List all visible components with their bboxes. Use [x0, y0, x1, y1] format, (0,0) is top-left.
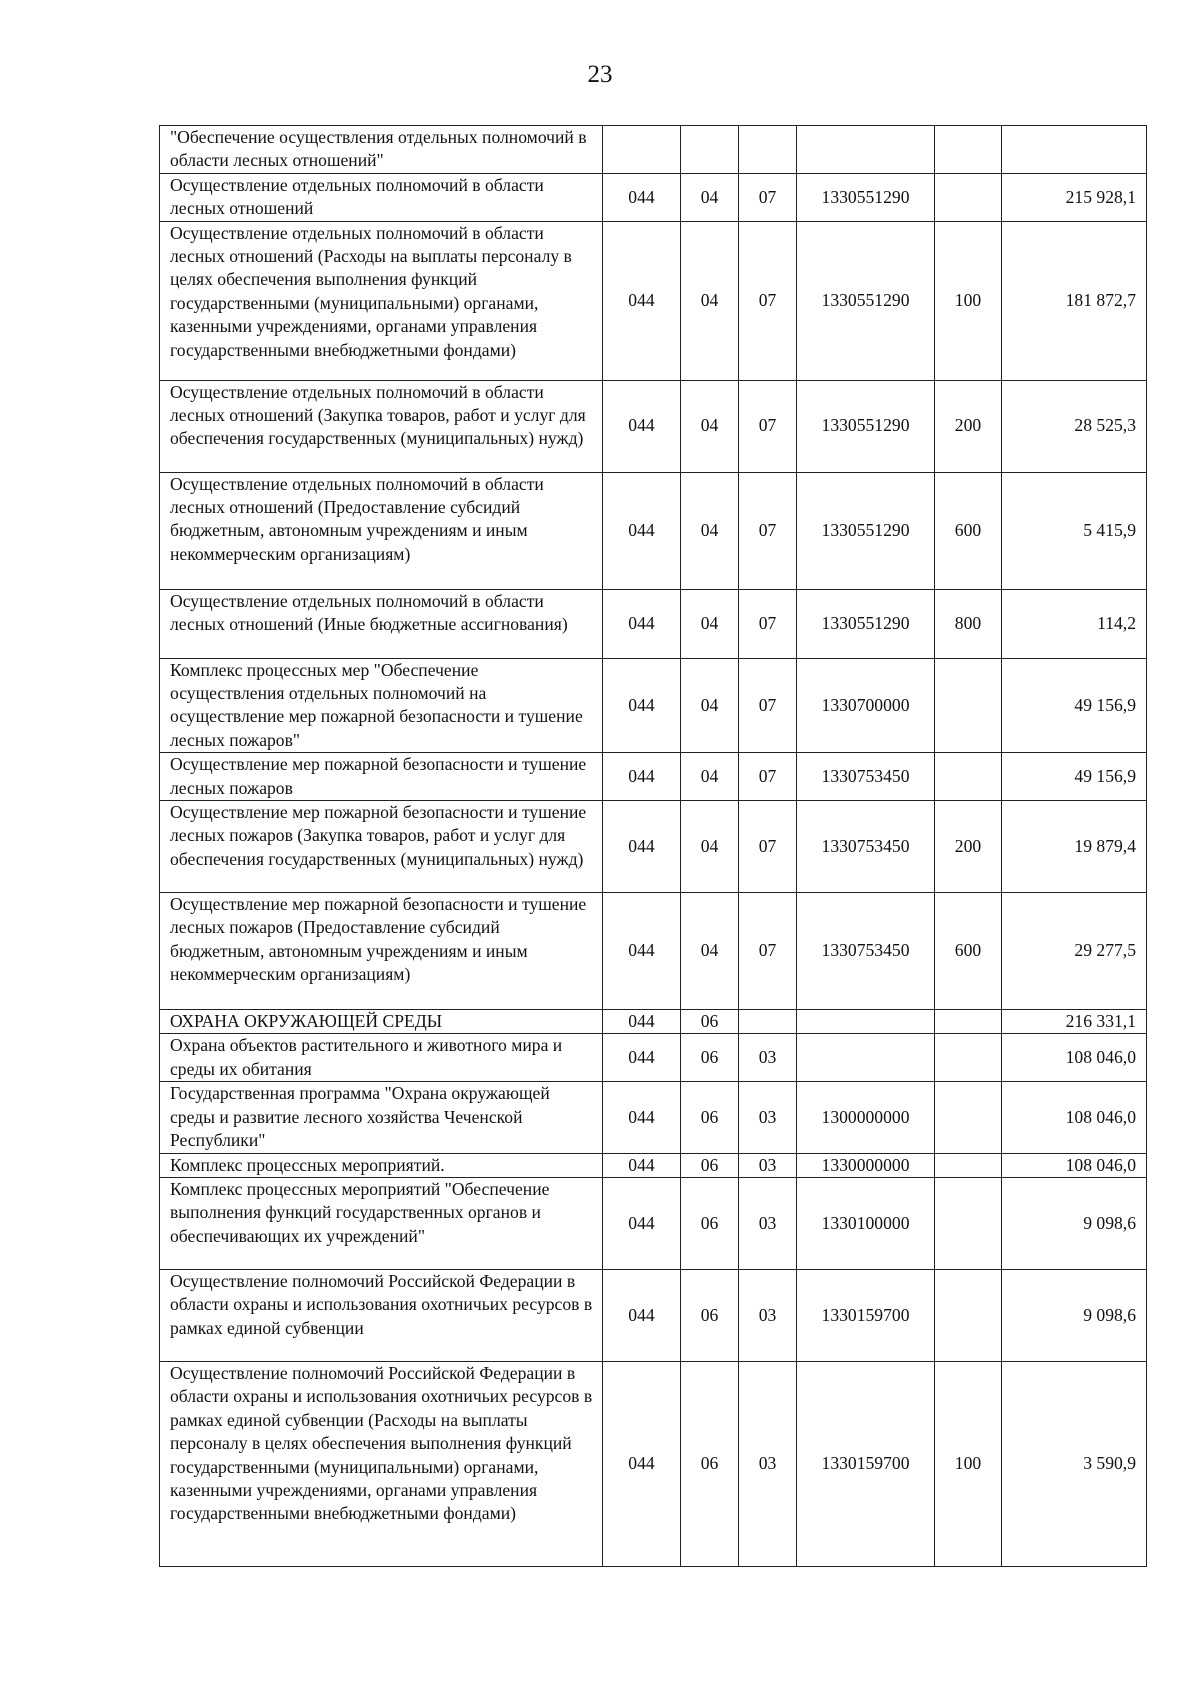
expense-type-cell: 600 — [935, 893, 1002, 1010]
section-code-cell: 04 — [681, 589, 739, 658]
table-row — [160, 658, 1147, 753]
amount-cell: 49 156,9 — [1002, 753, 1147, 801]
expense-type-cell: 800 — [935, 589, 1002, 658]
section-code-cell: 04 — [681, 472, 739, 589]
target-article-cell: 1330551290 — [797, 221, 935, 380]
section-code-cell: 04 — [681, 893, 739, 1010]
target-article-cell: 1330551290 — [797, 173, 935, 221]
row-name-cell: Осуществление отдельных полномочий в области лесных отношений (Иные бюджетные ассигнования) — [160, 589, 603, 658]
table-row — [160, 1269, 1147, 1361]
grbs-code-cell: 044 — [603, 589, 681, 658]
amount-cell — [1002, 126, 1147, 174]
section-code-cell: 04 — [681, 173, 739, 221]
expense-type-cell — [935, 658, 1002, 753]
table-row — [160, 221, 1147, 380]
row-name-cell: Осуществление полномочий Российской Федерации в области охраны и использования охотничьих ресурсов в рамках единой субвенции — [160, 1269, 603, 1361]
subsection-code-cell: 03 — [739, 1361, 797, 1566]
subsection-code-cell — [739, 126, 797, 174]
amount-cell: 108 046,0 — [1002, 1034, 1147, 1082]
subsection-code-cell: 07 — [739, 173, 797, 221]
target-article-cell: 1330159700 — [797, 1361, 935, 1566]
amount-cell: 29 277,5 — [1002, 893, 1147, 1010]
expense-type-cell — [935, 753, 1002, 801]
table-row — [160, 1034, 1147, 1082]
section-code-cell: 04 — [681, 801, 739, 893]
section-code-cell: 06 — [681, 1269, 739, 1361]
row-name-cell: Осуществление отдельных полномочий в области лесных отношений (Предоставление субсидий бюджетным, автономным учреждениям и иным некоммерческим организациям) — [160, 472, 603, 589]
amount-cell: 216 331,1 — [1002, 1010, 1147, 1034]
amount-cell: 28 525,3 — [1002, 380, 1147, 472]
amount-cell: 19 879,4 — [1002, 801, 1147, 893]
target-article-cell: 1330000000 — [797, 1153, 935, 1177]
section-code-cell — [681, 126, 739, 174]
grbs-code-cell: 044 — [603, 1082, 681, 1153]
table-row — [160, 1361, 1147, 1566]
table-row — [160, 173, 1147, 221]
subsection-code-cell: 07 — [739, 589, 797, 658]
table-row — [160, 801, 1147, 893]
subsection-code-cell: 07 — [739, 221, 797, 380]
amount-cell: 114,2 — [1002, 589, 1147, 658]
expense-type-cell — [935, 1269, 1002, 1361]
target-article-cell: 1330159700 — [797, 1269, 935, 1361]
section-code-cell: 06 — [681, 1153, 739, 1177]
grbs-code-cell: 044 — [603, 1153, 681, 1177]
expense-type-cell: 200 — [935, 380, 1002, 472]
section-code-cell: 04 — [681, 753, 739, 801]
target-article-cell — [797, 1034, 935, 1082]
expense-type-cell — [935, 1082, 1002, 1153]
row-name-cell: Осуществление отдельных полномочий в области лесных отношений (Закупка товаров, работ и услуг для обеспечения государственных (муниципальных) нужд) — [160, 380, 603, 472]
amount-cell: 3 590,9 — [1002, 1361, 1147, 1566]
section-code-cell: 04 — [681, 221, 739, 380]
row-name-cell: Осуществление мер пожарной безопасности и тушение лесных пожаров (Предоставление субсидий бюджетным, автономным учреждениям и иным некоммерческим организациям) — [160, 893, 603, 1010]
grbs-code-cell — [603, 126, 681, 174]
row-name-cell: Осуществление полномочий Российской Федерации в области охраны и использования охотничьих ресурсов в рамках единой субвенции (Расходы на выплаты персоналу в целях обеспечения выполнения функций государственными (муниципальными) органами, казенными учреждениями, органами управления государственными внебюджетными фондами) — [160, 1361, 603, 1566]
section-code-cell: 06 — [681, 1082, 739, 1153]
page-number: 23 — [587, 61, 613, 88]
table-row — [160, 126, 1147, 174]
table-row — [160, 380, 1147, 472]
table-row — [160, 472, 1147, 589]
expense-type-cell — [935, 1034, 1002, 1082]
table-row — [160, 589, 1147, 658]
table-body — [160, 126, 1147, 1567]
table-row — [160, 1010, 1147, 1034]
section-code-cell: 04 — [681, 658, 739, 753]
grbs-code-cell: 044 — [603, 753, 681, 801]
amount-cell: 9 098,6 — [1002, 1269, 1147, 1361]
target-article-cell: 1330551290 — [797, 472, 935, 589]
expense-type-cell: 200 — [935, 801, 1002, 893]
expense-type-cell: 100 — [935, 221, 1002, 380]
subsection-code-cell: 03 — [739, 1034, 797, 1082]
subsection-code-cell: 07 — [739, 380, 797, 472]
amount-cell: 49 156,9 — [1002, 658, 1147, 753]
target-article-cell: 1330700000 — [797, 658, 935, 753]
expense-type-cell — [935, 1010, 1002, 1034]
section-code-cell: 06 — [681, 1177, 739, 1269]
table-row — [160, 1082, 1147, 1153]
row-name-cell: Комплекс процессных мероприятий. — [160, 1153, 603, 1177]
target-article-cell: 1330753450 — [797, 801, 935, 893]
row-name-cell: Комплекс процессных мер "Обеспечение осуществления отдельных полномочий на осуществление мер пожарной безопасности и тушение лесных пожаров" — [160, 658, 603, 753]
grbs-code-cell: 044 — [603, 1010, 681, 1034]
row-name-cell: Охрана объектов растительного и животного мира и среды их обитания — [160, 1034, 603, 1082]
table-row — [160, 1177, 1147, 1269]
amount-cell: 108 046,0 — [1002, 1082, 1147, 1153]
target-article-cell: 1330551290 — [797, 589, 935, 658]
table-row — [160, 1153, 1147, 1177]
grbs-code-cell: 044 — [603, 173, 681, 221]
row-name-cell: Осуществление мер пожарной безопасности и тушение лесных пожаров (Закупка товаров, работ и услуг для обеспечения государственных (муниципальных) нужд) — [160, 801, 603, 893]
target-article-cell — [797, 1010, 935, 1034]
subsection-code-cell: 03 — [739, 1177, 797, 1269]
row-name-cell: Осуществление отдельных полномочий в области лесных отношений (Расходы на выплаты персоналу в целях обеспечения выполнения функций государственными (муниципальными) органами, казенными учреждениями, органами управления государственными внебюджетными фондами) — [160, 221, 603, 380]
row-name-cell: Государственная программа "Охрана окружающей среды и развитие лесного хозяйства Чеченской Республики" — [160, 1082, 603, 1153]
subsection-code-cell: 03 — [739, 1153, 797, 1177]
expense-type-cell — [935, 1153, 1002, 1177]
amount-cell: 9 098,6 — [1002, 1177, 1147, 1269]
row-name-cell: Осуществление отдельных полномочий в области лесных отношений — [160, 173, 603, 221]
target-article-cell: 1300000000 — [797, 1082, 935, 1153]
section-code-cell: 06 — [681, 1010, 739, 1034]
grbs-code-cell: 044 — [603, 1269, 681, 1361]
expense-type-cell — [935, 1177, 1002, 1269]
target-article-cell: 1330551290 — [797, 380, 935, 472]
target-article-cell: 1330753450 — [797, 893, 935, 1010]
subsection-code-cell: 07 — [739, 753, 797, 801]
expense-type-cell: 100 — [935, 1361, 1002, 1566]
table-row — [160, 753, 1147, 801]
row-name-cell: "Обеспечение осуществления отдельных полномочий в области лесных отношений" — [160, 126, 603, 174]
table-row — [160, 893, 1147, 1010]
grbs-code-cell: 044 — [603, 380, 681, 472]
amount-cell: 5 415,9 — [1002, 472, 1147, 589]
subsection-code-cell: 07 — [739, 658, 797, 753]
subsection-code-cell: 03 — [739, 1082, 797, 1153]
subsection-code-cell: 03 — [739, 1269, 797, 1361]
grbs-code-cell: 044 — [603, 472, 681, 589]
grbs-code-cell: 044 — [603, 1177, 681, 1269]
expense-type-cell: 600 — [935, 472, 1002, 589]
subsection-code-cell: 07 — [739, 801, 797, 893]
amount-cell: 181 872,7 — [1002, 221, 1147, 380]
budget-table — [159, 125, 1147, 1567]
grbs-code-cell: 044 — [603, 1034, 681, 1082]
subsection-code-cell — [739, 1010, 797, 1034]
row-name-cell: Комплекс процессных мероприятий "Обеспечение выполнения функций государственных органов и обеспечивающих их учреждений" — [160, 1177, 603, 1269]
grbs-code-cell: 044 — [603, 1361, 681, 1566]
section-code-cell: 06 — [681, 1361, 739, 1566]
grbs-code-cell: 044 — [603, 221, 681, 380]
grbs-code-cell: 044 — [603, 893, 681, 1010]
amount-cell: 108 046,0 — [1002, 1153, 1147, 1177]
target-article-cell: 1330753450 — [797, 753, 935, 801]
subsection-code-cell: 07 — [739, 472, 797, 589]
target-article-cell: 1330100000 — [797, 1177, 935, 1269]
target-article-cell — [797, 126, 935, 174]
expense-type-cell — [935, 126, 1002, 174]
section-code-cell: 06 — [681, 1034, 739, 1082]
row-name-cell: Осуществление мер пожарной безопасности и тушение лесных пожаров — [160, 753, 603, 801]
grbs-code-cell: 044 — [603, 658, 681, 753]
amount-cell: 215 928,1 — [1002, 173, 1147, 221]
section-code-cell: 04 — [681, 380, 739, 472]
row-name-cell: ОХРАНА ОКРУЖАЮЩЕЙ СРЕДЫ — [160, 1010, 603, 1034]
grbs-code-cell: 044 — [603, 801, 681, 893]
subsection-code-cell: 07 — [739, 893, 797, 1010]
expense-type-cell — [935, 173, 1002, 221]
